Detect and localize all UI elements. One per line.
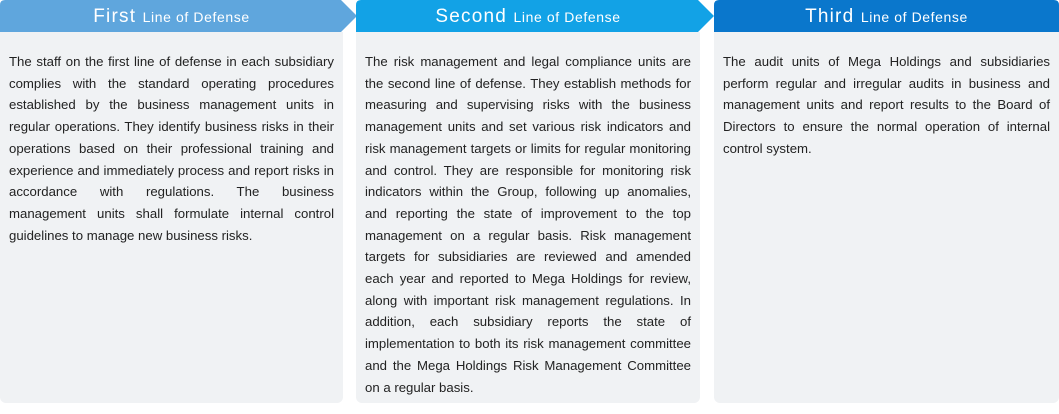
third-line-description: The audit units of Mega Holdings and subsidiaries perform regular and irregular audits in business and management units and report results to the Board of Directors to ensure the normal operation of internal control system. [723, 54, 1050, 156]
second-line-description: The risk management and legal compliance units are the second line of defense. They establish methods for measuring and supervising risks with the business management units and set various risk indicators and risk management targets or limits for regular monitoring and control. They are responsible for monitoring risk indicators within the Group, following up anomalies, and reporting the state of improvement to the top management on a regular basis. Risk management targets for subsidiaries are reviewed and amended each year and reported to Mega Holdings for review, along with important risk management regulations. In addition, each subsidiary reports the state of implementation to both its risk management committee and the Mega Holdings Risk Management Committee on a regular basis. [365, 54, 691, 395]
first-line-title-sub: Line of Defense [142, 9, 250, 25]
first-line-title-main: First [93, 6, 143, 27]
third-line-column [714, 0, 1059, 156]
second-line-title-sub: Line of Defense [513, 9, 621, 25]
first-line-title [0, 0, 343, 35]
first-line-description: The staff on the first line of defense in each subsidiary complies with the standard operating procedures established by the business management units in regular operations. They identify business risks in their operations based on their professional training and experience and immediately process and report risks in accordance with regulations. The business management units shall formulate internal control guidelines to manage new business risks. [9, 54, 334, 243]
first-line-column [0, 0, 343, 243]
second-line-panel [356, 32, 700, 403]
second-line-title-main: Second [435, 6, 514, 27]
third-line-panel [714, 32, 1059, 403]
second-line-title [356, 0, 700, 35]
first-line-banner [0, 0, 343, 32]
third-line-title-sub: Line of Defense [860, 9, 968, 25]
second-line-column [356, 0, 700, 395]
third-line-title-main: Third [805, 6, 861, 27]
third-line-title [714, 0, 1059, 35]
third-line-banner [714, 0, 1059, 32]
first-line-panel [0, 32, 343, 403]
second-line-banner [356, 0, 700, 32]
